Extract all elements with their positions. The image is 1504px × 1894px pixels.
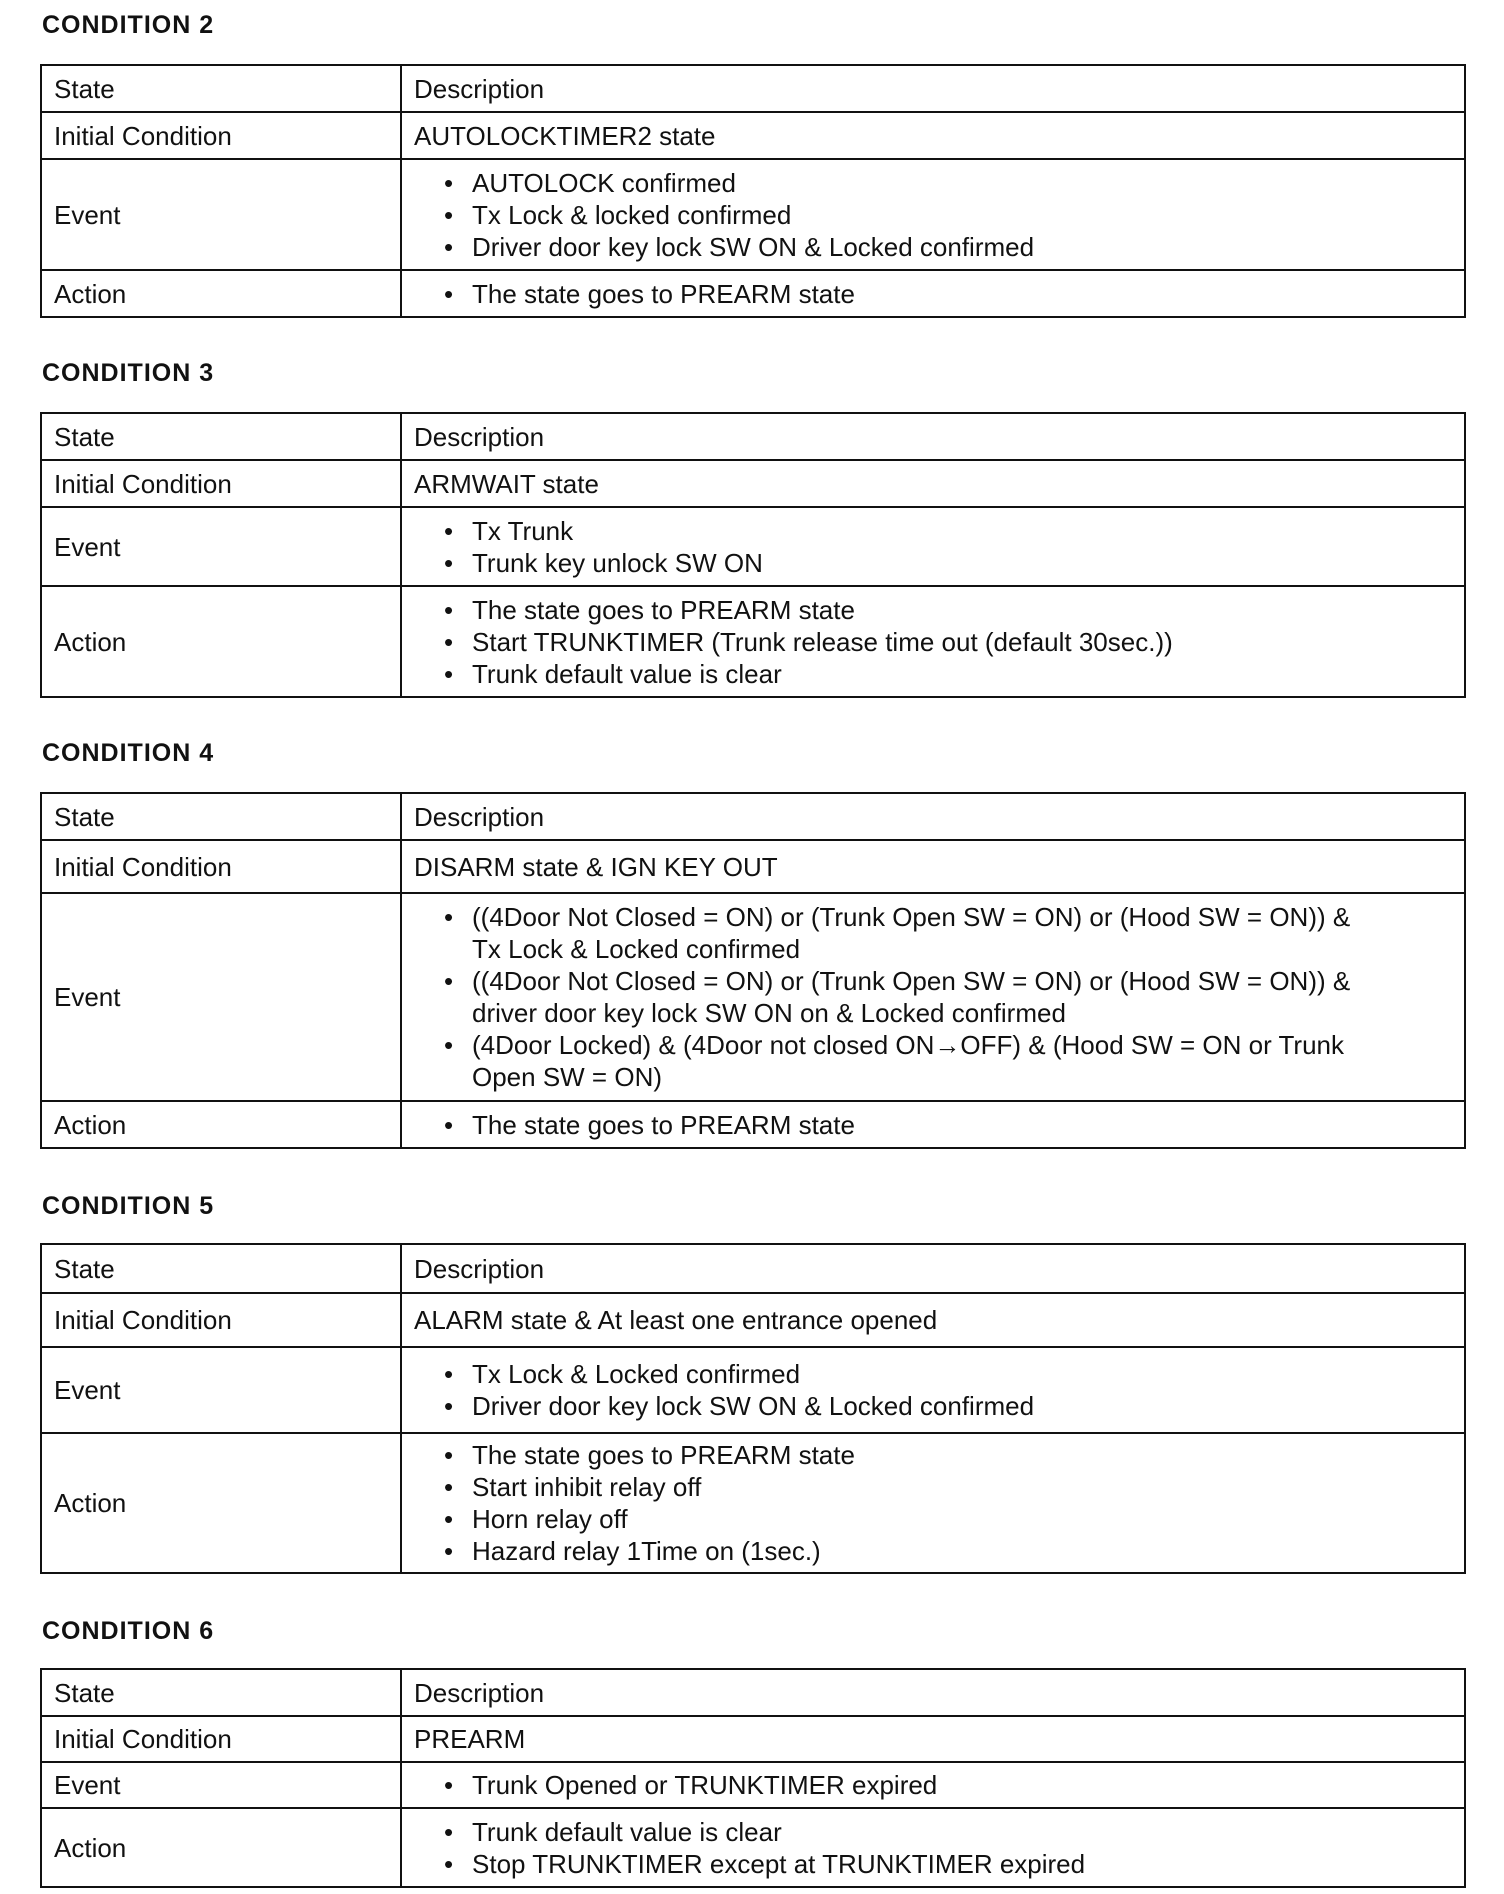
row-label: Event bbox=[41, 1347, 401, 1433]
list-item: • Trunk key unlock SW ON bbox=[444, 547, 1452, 579]
bullet-list bbox=[414, 1816, 1452, 1880]
table-row bbox=[41, 507, 1465, 586]
list-item: • AUTOLOCK confirmed bbox=[444, 167, 1452, 199]
list-item: • Driver door key lock SW ON & Locked confirmed bbox=[444, 231, 1452, 263]
table-row bbox=[41, 1716, 1465, 1762]
state-header: State bbox=[41, 413, 401, 460]
state-header: State bbox=[41, 793, 401, 840]
condition-table bbox=[40, 412, 1466, 698]
row-label: Event bbox=[41, 1762, 401, 1808]
list-item: • The state goes to PREARM state bbox=[444, 278, 1452, 310]
list-item: • (4Door Locked) & (4Door not closed ON→OFF) & (Hood SW = ON or Trunk Open SW = ON) bbox=[444, 1029, 1362, 1093]
row-text: ARMWAIT state bbox=[401, 460, 1465, 507]
list-item: • Driver door key lock SW ON & Locked confirmed bbox=[444, 1390, 1452, 1422]
table-row bbox=[41, 1433, 1465, 1573]
table-header-row bbox=[41, 793, 1465, 840]
description-header: Description bbox=[401, 1244, 1465, 1293]
condition-heading: CONDITION 5 bbox=[42, 1192, 215, 1220]
condition-table bbox=[40, 1243, 1466, 1574]
list-item: • Stop TRUNKTIMER except at TRUNKTIMER expired bbox=[444, 1848, 1452, 1880]
row-label: Event bbox=[41, 507, 401, 586]
table-header-row bbox=[41, 65, 1465, 112]
list-item: • Start inhibit relay off bbox=[444, 1471, 1452, 1503]
description-header: Description bbox=[401, 65, 1465, 112]
description-header: Description bbox=[401, 1669, 1465, 1716]
bullet-list bbox=[414, 1109, 1452, 1141]
row-label: Initial Condition bbox=[41, 840, 401, 893]
bullet-cell bbox=[401, 586, 1465, 697]
list-item: • Trunk default value is clear bbox=[444, 658, 1452, 690]
list-item: • Start TRUNKTIMER (Trunk release time out (default 30sec.)) bbox=[444, 626, 1452, 658]
bullet-cell bbox=[401, 159, 1465, 270]
bullet-cell bbox=[401, 1808, 1465, 1887]
row-label: Action bbox=[41, 586, 401, 697]
list-item: • Trunk default value is clear bbox=[444, 1816, 1452, 1848]
table-header-row bbox=[41, 1669, 1465, 1716]
bullet-cell bbox=[401, 893, 1465, 1101]
bullet-cell bbox=[401, 1347, 1465, 1433]
table-row bbox=[41, 586, 1465, 697]
condition-table bbox=[40, 792, 1466, 1149]
bullet-cell bbox=[401, 1762, 1465, 1808]
row-label: Action bbox=[41, 1808, 401, 1887]
row-text: ALARM state & At least one entrance opened bbox=[401, 1293, 1465, 1347]
bullet-list bbox=[414, 1769, 1452, 1801]
row-label: Initial Condition bbox=[41, 112, 401, 159]
bullet-list bbox=[414, 167, 1452, 263]
row-text: DISARM state & IGN KEY OUT bbox=[401, 840, 1465, 893]
table-row bbox=[41, 270, 1465, 317]
condition-heading: CONDITION 6 bbox=[42, 1617, 215, 1645]
row-label: Initial Condition bbox=[41, 1293, 401, 1347]
table-row bbox=[41, 1808, 1465, 1887]
row-text: PREARM bbox=[401, 1716, 1465, 1762]
list-item: • The state goes to PREARM state bbox=[444, 1439, 1452, 1471]
list-item: • Horn relay off bbox=[444, 1503, 1452, 1535]
bullet-list bbox=[414, 1358, 1452, 1422]
row-label: Action bbox=[41, 1101, 401, 1148]
table-row bbox=[41, 159, 1465, 270]
condition-table bbox=[40, 64, 1466, 318]
row-text: AUTOLOCKTIMER2 state bbox=[401, 112, 1465, 159]
list-item: • Tx Trunk bbox=[444, 515, 1452, 547]
state-header: State bbox=[41, 1669, 401, 1716]
list-item: • Tx Lock & Locked confirmed bbox=[444, 1358, 1452, 1390]
bullet-cell bbox=[401, 1101, 1465, 1148]
description-header: Description bbox=[401, 413, 1465, 460]
table-header-row bbox=[41, 413, 1465, 460]
table-row bbox=[41, 893, 1465, 1101]
list-item: • The state goes to PREARM state bbox=[444, 1109, 1452, 1141]
condition-table bbox=[40, 1668, 1466, 1888]
condition-heading: CONDITION 2 bbox=[42, 11, 215, 39]
row-label: Event bbox=[41, 159, 401, 270]
table-header-row bbox=[41, 1244, 1465, 1293]
table-row bbox=[41, 840, 1465, 893]
list-item: • The state goes to PREARM state bbox=[444, 594, 1452, 626]
list-item: • ((4Door Not Closed = ON) or (Trunk Open SW = ON) or (Hood SW = ON)) & driver door key lock SW ON on & Locked confirmed bbox=[444, 965, 1362, 1029]
table-row bbox=[41, 1762, 1465, 1808]
bullet-list bbox=[414, 594, 1452, 690]
list-item: • Hazard relay 1Time on (1sec.) bbox=[444, 1535, 1452, 1567]
list-item: • ((4Door Not Closed = ON) or (Trunk Open SW = ON) or (Hood SW = ON)) & Tx Lock & Locked confirmed bbox=[444, 901, 1362, 965]
row-label: Action bbox=[41, 270, 401, 317]
condition-heading: CONDITION 3 bbox=[42, 359, 215, 387]
condition-heading: CONDITION 4 bbox=[42, 739, 215, 767]
table-row bbox=[41, 1293, 1465, 1347]
bullet-cell bbox=[401, 270, 1465, 317]
row-label: Action bbox=[41, 1433, 401, 1573]
bullet-cell bbox=[401, 507, 1465, 586]
table-row bbox=[41, 112, 1465, 159]
row-label: Event bbox=[41, 893, 401, 1101]
table-row bbox=[41, 1101, 1465, 1148]
state-header: State bbox=[41, 1244, 401, 1293]
description-header: Description bbox=[401, 793, 1465, 840]
state-header: State bbox=[41, 65, 401, 112]
table-row bbox=[41, 460, 1465, 507]
bullet-list bbox=[414, 901, 1452, 1093]
row-label: Initial Condition bbox=[41, 460, 401, 507]
bullet-list bbox=[414, 1439, 1452, 1567]
bullet-list bbox=[414, 515, 1452, 579]
bullet-list bbox=[414, 278, 1452, 310]
list-item: • Tx Lock & locked confirmed bbox=[444, 199, 1452, 231]
row-label: Initial Condition bbox=[41, 1716, 401, 1762]
table-row bbox=[41, 1347, 1465, 1433]
list-item: • Trunk Opened or TRUNKTIMER expired bbox=[444, 1769, 1452, 1801]
bullet-cell bbox=[401, 1433, 1465, 1573]
